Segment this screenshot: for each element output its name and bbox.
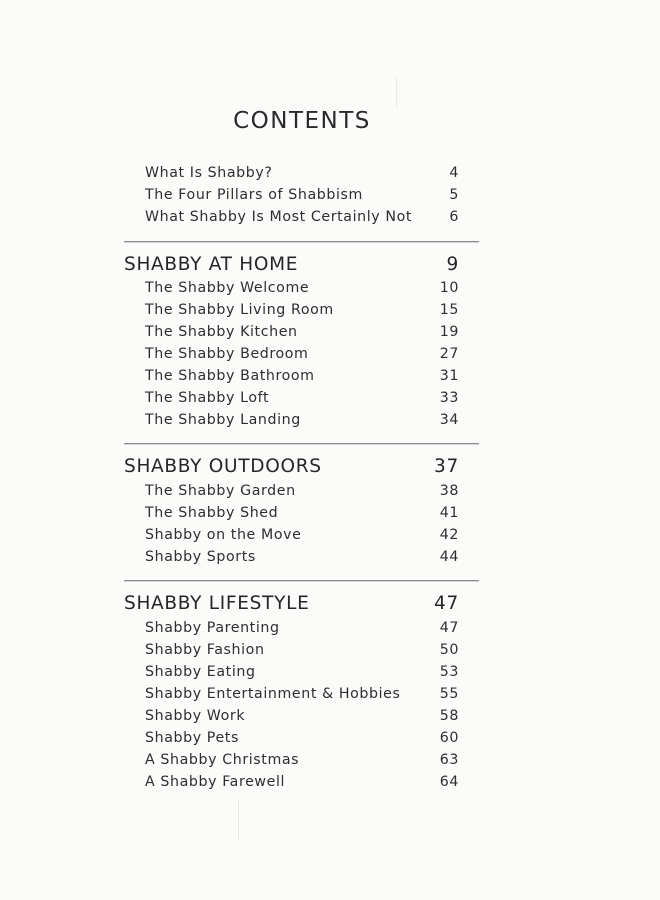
toc-entry-page: 38: [439, 483, 459, 499]
toc-entry[interactable]: [124, 727, 479, 749]
toc-entry[interactable]: [124, 749, 479, 771]
toc-entry-page: 41: [439, 505, 459, 521]
toc-entry-label: The Shabby Bathroom: [145, 368, 315, 384]
toc-entry-page: 64: [439, 774, 459, 790]
toc-entry[interactable]: [124, 299, 479, 321]
toc-entry[interactable]: [124, 617, 479, 639]
toc-entry[interactable]: [124, 546, 479, 568]
toc-entry[interactable]: [124, 365, 479, 387]
section-heading-page: 9: [446, 254, 459, 275]
toc-entry[interactable]: [124, 409, 479, 431]
toc-entry-label: Shabby on the Move: [145, 527, 302, 543]
toc-entry-label: The Shabby Bedroom: [145, 346, 309, 362]
toc-entry-page: 27: [439, 346, 459, 362]
toc-entry[interactable]: [124, 343, 479, 365]
section-heading-label: SHABBY LIFESTYLE: [124, 593, 310, 614]
toc-entry-label: Shabby Eating: [145, 664, 256, 680]
toc-entry-page: 58: [439, 708, 459, 724]
toc-entry-label: A Shabby Farewell: [145, 774, 286, 790]
section-heading-label: SHABBY OUTDOORS: [124, 456, 322, 477]
toc-entry-label: The Shabby Kitchen: [145, 324, 298, 340]
toc-entry-label: Shabby Pets: [145, 730, 239, 746]
page-title: CONTENTS: [233, 108, 371, 134]
toc-entry[interactable]: [124, 639, 479, 661]
toc-entry-page: 34: [439, 412, 459, 428]
toc-entry-page: 33: [439, 390, 459, 406]
toc-entry[interactable]: [124, 524, 479, 546]
toc-entry[interactable]: [124, 661, 479, 683]
toc-entry-label: The Shabby Landing: [145, 412, 301, 428]
section-heading-page: 47: [434, 593, 459, 614]
toc-entry[interactable]: [124, 502, 479, 524]
toc-entry-page: 50: [439, 642, 459, 658]
scan-artifact: [396, 78, 397, 108]
toc-entry[interactable]: [124, 683, 479, 705]
toc-entry[interactable]: [124, 162, 479, 184]
section-heading-home[interactable]: [124, 252, 479, 278]
toc-entry[interactable]: [124, 771, 479, 793]
toc-entry[interactable]: [124, 480, 479, 502]
toc-entry-page: 55: [439, 686, 459, 702]
toc-entry-label: Shabby Work: [145, 708, 246, 724]
toc-entry-page: 31: [439, 368, 459, 384]
toc-entry-label: What Is Shabby?: [145, 165, 273, 181]
toc-entry-label: The Shabby Loft: [145, 390, 270, 406]
toc-entry-page: 53: [439, 664, 459, 680]
section-heading-label: SHABBY AT HOME: [124, 254, 299, 275]
toc-entry-page: 10: [439, 280, 459, 296]
toc-entry-label: Shabby Entertainment & Hobbies: [145, 686, 401, 702]
toc-entry-page: 63: [439, 752, 459, 768]
toc-entry-label: The Shabby Garden: [145, 483, 296, 499]
section-divider: [124, 241, 479, 242]
toc-entry-page: 47: [439, 620, 459, 636]
toc-entry-page: 15: [439, 302, 459, 318]
section-heading-outdoors[interactable]: [124, 454, 479, 480]
toc-entry-page: 5: [449, 187, 459, 203]
toc-entry-page: 4: [449, 165, 459, 181]
toc-entry-page: 42: [439, 527, 459, 543]
toc-entry-page: 19: [439, 324, 459, 340]
toc-entry[interactable]: [124, 206, 479, 228]
toc-entry-page: 44: [439, 549, 459, 565]
toc-entry-label: Shabby Parenting: [145, 620, 280, 636]
toc-entry[interactable]: [124, 387, 479, 409]
toc-entry-label: The Shabby Shed: [145, 505, 279, 521]
section-divider: [124, 580, 479, 581]
section-heading-lifestyle[interactable]: [124, 591, 479, 617]
toc-entry-label: Shabby Sports: [145, 549, 256, 565]
toc-entry[interactable]: [124, 321, 479, 343]
toc-entry-label: The Shabby Living Room: [145, 302, 334, 318]
toc-entry-label: A Shabby Christmas: [145, 752, 300, 768]
toc-entry[interactable]: [124, 184, 479, 206]
toc-entry[interactable]: [124, 705, 479, 727]
toc-entry-label: What Shabby Is Most Certainly Not: [145, 209, 413, 225]
toc-entry-label: The Shabby Welcome: [145, 280, 310, 296]
toc-entry-page: 60: [439, 730, 459, 746]
toc-entry-label: The Four Pillars of Shabbism: [145, 187, 363, 203]
toc-entry-page: 6: [449, 209, 459, 225]
toc-entry[interactable]: [124, 277, 479, 299]
section-heading-page: 37: [434, 456, 459, 477]
toc-entry-label: Shabby Fashion: [145, 642, 265, 658]
scan-artifact: [238, 800, 239, 840]
section-divider: [124, 443, 479, 444]
